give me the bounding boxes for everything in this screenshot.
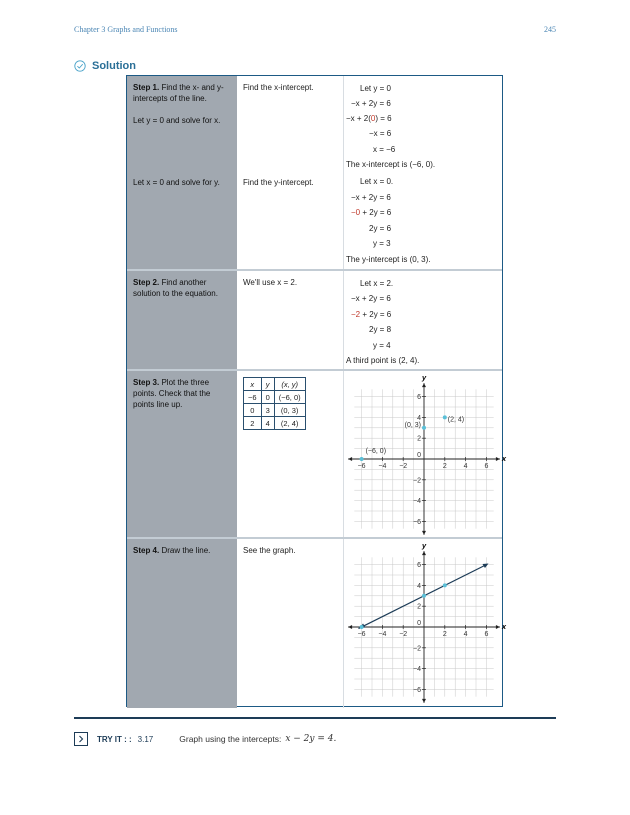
running-header [74,25,556,37]
x-tick-label: −2 [399,463,408,470]
cell: (2, 4) [274,417,305,430]
step-2-mid1: We'll use x = 2. [243,278,298,287]
solution-table [126,75,507,707]
step-4-graph-cell [344,539,507,708]
eq-c4: 2y = 8 [369,325,392,334]
try-it-bar [74,731,336,747]
x-tick-label: 6 [484,631,489,638]
step-4-mid-cell [237,539,344,708]
y-tick-label: 6 [417,394,421,402]
x-tick-label: −6 [357,463,366,470]
eq-b1: Let x = 0. [360,177,394,186]
try-it-label: TRY IT : : [97,734,132,744]
header-xy: (x, y) [274,378,305,391]
point-label: (−6, 0) [365,448,387,455]
step-1-sub2: Let x = 0 and solve for y. [133,178,220,187]
step-4-row [127,539,507,708]
step-1-mid1: Find the x-intercept. [243,83,314,92]
x-tick-label: 4 [463,463,468,470]
solution-title: Solution [92,60,136,72]
y-arrow-down [422,531,426,535]
step-1-row [127,76,502,271]
y-intercept-result: The y-intercept is (0, 3). [346,255,431,264]
y-tick-label: −6 [413,518,421,526]
x-tick-label: 2 [442,631,447,638]
x-arrow-right [496,457,500,461]
plotted-point [443,415,447,419]
third-point-result: A third point is (2, 4). [346,356,420,365]
table-row [244,391,306,404]
eq-a3: −x + 2(0) = 6 [346,114,392,123]
step-1-mid2: Find the y-intercept. [243,178,314,187]
cell: (0, 3) [274,404,305,417]
header-x: x [244,378,262,391]
step-1-sub1: Let y = 0 and solve for x. [133,116,221,125]
y-arrow-up [422,383,426,387]
plotted-point [422,594,426,598]
step-3-graph-cell [344,371,507,537]
step-4-heading: Step 4. Draw the line. [133,546,211,555]
x-tick-label: −4 [378,463,387,470]
x-axis-label: x [501,454,507,463]
chevron-right-icon[interactable] [74,732,88,746]
x-axis-label: x [501,622,507,631]
try-it-equation: x − 2y = 4. [285,734,337,744]
eq-a1: Let y = 0 [360,84,391,93]
header-y: y [261,378,274,391]
y-tick-label: −2 [413,645,421,653]
plotted-point [443,583,447,587]
y-tick-label: −4 [413,498,421,506]
step-2-row [127,271,502,371]
eq-c3: −2 + 2y = 6 [351,310,392,319]
plotted-point [422,426,426,430]
y-tick-label: −6 [413,686,421,694]
x-arrow-right [496,625,500,629]
step-2-cell [127,271,237,369]
x-tick-label: 6 [484,463,489,470]
x-arrow-left [348,457,352,461]
y-axis-label: y [422,541,427,551]
eq-a4: −x = 6 [369,129,392,138]
x-tick-label: −4 [378,631,387,638]
step-1-cell [127,76,237,269]
eq-b2: −x + 2y = 6 [351,193,391,202]
step-1-work [344,76,502,269]
eq-b3: −0 + 2y = 6 [351,208,392,217]
cell: −6 [244,391,262,404]
step-1-heading: Step 1. Find the x- and y-intercepts of the line. [133,83,224,103]
table-row [244,417,306,430]
y-arrow-up [422,551,426,555]
step-3-mid-cell [237,371,344,537]
x-arrow-left [348,625,352,629]
points-graph [344,373,507,537]
chapter-title: Chapter 3 Graphs and Functions [74,25,178,34]
y-tick-label: 6 [417,562,421,570]
x-intercept-result: The x-intercept is (−6, 0). [346,160,436,169]
step-4-mid1: See the graph. [243,546,296,555]
cell: 2 [244,417,262,430]
plotted-point [360,457,364,461]
x-tick-label: −6 [357,631,366,638]
step-3-row [127,371,507,539]
solution-heading [74,59,136,73]
y-tick-label: −4 [413,666,421,674]
page-number: 245 [544,25,556,34]
step-4-cell [127,539,237,708]
line-graph [344,541,507,705]
y-axis-label: y [422,373,427,383]
eq-a5: x = −6 [373,145,396,154]
cell: 0 [244,404,262,417]
y-tick-label: 4 [417,582,421,590]
cell: 0 [261,391,274,404]
step-2-mid-cell [237,271,344,369]
table-row [244,404,306,417]
y-tick-label: −2 [413,477,421,485]
step-3-cell [127,371,237,537]
origin-label: 0 [417,620,421,627]
try-it-text: Graph using the intercepts: [179,734,282,744]
try-it-number: 3.17 [137,734,154,744]
step-3-heading: Step 3. Plot the three points. Check that the points line up. [133,378,211,409]
x-tick-label: 2 [442,463,447,470]
step-2-work [344,271,502,369]
eq-a2: −x + 2y = 6 [351,99,391,108]
eq-c5: y = 4 [373,341,391,350]
plotted-point [360,625,364,629]
y-arrow-down [422,699,426,703]
cell: 3 [261,404,274,417]
cell: 4 [261,417,274,430]
points-table-header [244,378,306,391]
eq-b4: 2y = 6 [369,224,392,233]
footer-rule [74,717,556,719]
eq-b5: y = 3 [373,239,391,248]
x-tick-label: 4 [463,631,468,638]
x-tick-label: −2 [399,631,408,638]
y-tick-label: 2 [417,435,421,443]
check-circle-icon [74,60,86,72]
eq-c2: −x + 2y = 6 [351,294,391,303]
step-2-heading: Step 2. Find another solution to the equation. [133,278,218,298]
point-label: (0, 3) [404,421,421,429]
y-tick-label: 2 [417,603,421,611]
eq-c1: Let x = 2. [360,279,394,288]
step-1-mid-cell [237,76,344,269]
cell: (−6, 0) [274,391,305,404]
points-table [243,377,306,430]
y-tick-label: 4 [417,414,421,422]
point-label: (2, 4) [447,416,465,424]
origin-label: 0 [417,452,421,459]
